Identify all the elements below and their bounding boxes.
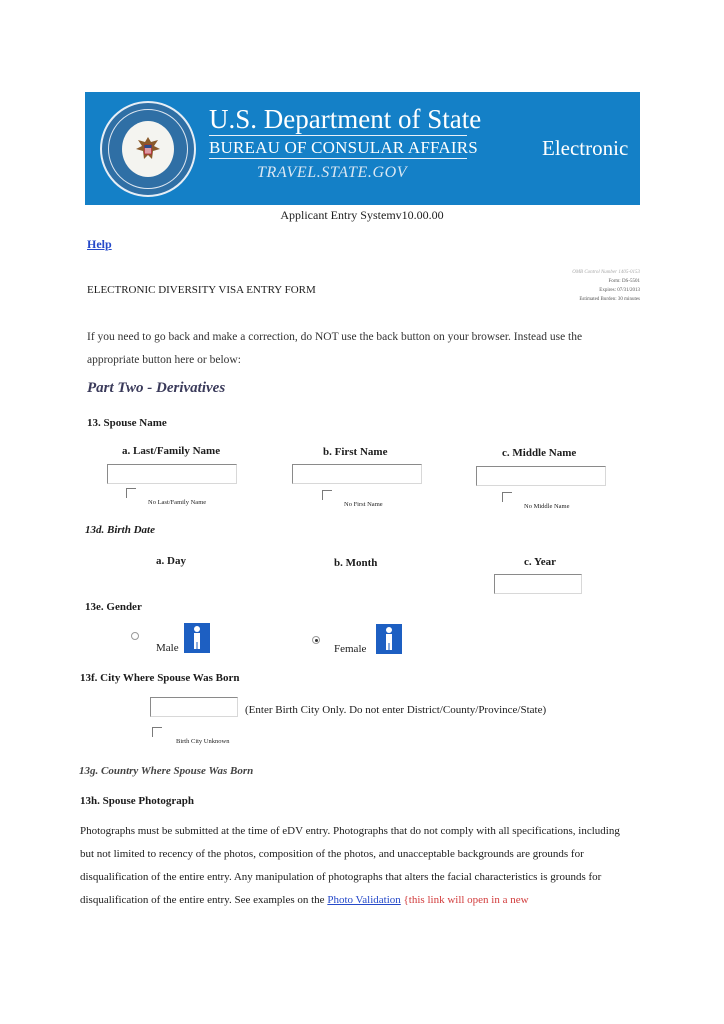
- no-first-name-label: No First Name: [344, 501, 383, 508]
- birth-day-label: a. Day: [156, 555, 186, 567]
- form-meta: [500, 268, 640, 304]
- first-name-input[interactable]: [292, 464, 422, 484]
- first-name-label: b. First Name: [323, 446, 388, 458]
- bureau-title: BUREAU OF CONSULAR AFFAIRS: [209, 138, 478, 157]
- no-middle-name-label: No Middle Name: [524, 503, 570, 510]
- department-of-state-seal-icon: [100, 101, 196, 197]
- male-person-icon: [184, 623, 210, 653]
- male-label: Male: [156, 642, 179, 654]
- expiration-date: Expires: 07/31/2013: [599, 288, 640, 293]
- new-window-note: {this link will open in a new: [403, 894, 529, 906]
- department-title: U.S. Department of State: [209, 104, 482, 134]
- form-title: ELECTRONIC DIVERSITY VISA ENTRY FORM: [87, 284, 316, 296]
- birth-city-heading: 13f. City Where Spouse Was Born: [80, 672, 240, 684]
- spouse-photo-heading: 13h. Spouse Photograph: [80, 795, 195, 807]
- birth-city-unknown-checkbox[interactable]: [152, 727, 162, 737]
- no-last-name-checkbox[interactable]: [126, 488, 136, 498]
- gender-heading: 13e. Gender: [85, 601, 142, 613]
- no-first-name-checkbox[interactable]: [322, 490, 332, 500]
- no-last-name-label: No Last/Family Name: [148, 499, 207, 506]
- birth-city-hint: (Enter Birth City Only. Do not enter District/County/Province/State): [245, 704, 547, 716]
- photo-instructions: [80, 820, 632, 912]
- middle-name-input[interactable]: [476, 466, 606, 486]
- male-radio[interactable]: [131, 632, 139, 640]
- divider: [209, 158, 467, 159]
- omb-number: OMB Control Number 1405-0153: [572, 270, 640, 275]
- instructions-text: If you need to go back and make a correction, do NOT use the back button on your browser. Instead use the appropriate button here or below:: [87, 331, 583, 366]
- system-title: Applicant Entry Systemv10.00.00: [280, 208, 444, 222]
- female-radio[interactable]: [312, 636, 320, 644]
- estimated-burden: Estimated Burden: 30 minutes: [579, 297, 640, 302]
- form-number: Form: DS-5501: [608, 279, 640, 284]
- no-middle-name-checkbox[interactable]: [502, 492, 512, 502]
- help-link[interactable]: Help: [87, 237, 112, 251]
- photo-validation-link[interactable]: Photo Validation: [327, 894, 401, 906]
- middle-name-label: c. Middle Name: [502, 447, 577, 459]
- last-name-label: a. Last/Family Name: [122, 445, 221, 457]
- birth-year-input[interactable]: [494, 574, 582, 594]
- female-label: Female: [334, 643, 367, 655]
- birth-year-label: c. Year: [524, 556, 556, 568]
- photo-instructions-text: Photographs must be submitted at the time of eDV entry. Photographs that do not comply with all specifications, including but not limited to recency of the photos, composition of the photos, and unacceptable backgrounds are grounds for disqualification of the entire entry. Any manipulation of photographs that alters the facial characteristics is grounds for disqualification of the entire entry. See examples on the: [80, 825, 620, 906]
- part-heading: Part Two - Derivatives: [87, 380, 226, 396]
- website-text: TRAVEL.STATE.GOV: [257, 164, 408, 181]
- birth-date-heading: 13d. Birth Date: [85, 524, 155, 536]
- divider: [209, 135, 467, 136]
- spouse-name-heading: 13. Spouse Name: [87, 417, 167, 429]
- birth-month-label: b. Month: [334, 557, 378, 569]
- birth-city-unknown-label: Birth City Unknown: [176, 738, 230, 745]
- last-name-input[interactable]: [107, 464, 237, 484]
- birth-country-heading: 13g. Country Where Spouse Was Born: [79, 765, 254, 777]
- banner-electronic-text: Electronic: [542, 136, 629, 160]
- birth-city-input[interactable]: [150, 697, 238, 717]
- female-person-icon: [376, 624, 402, 654]
- header-banner: [85, 92, 640, 205]
